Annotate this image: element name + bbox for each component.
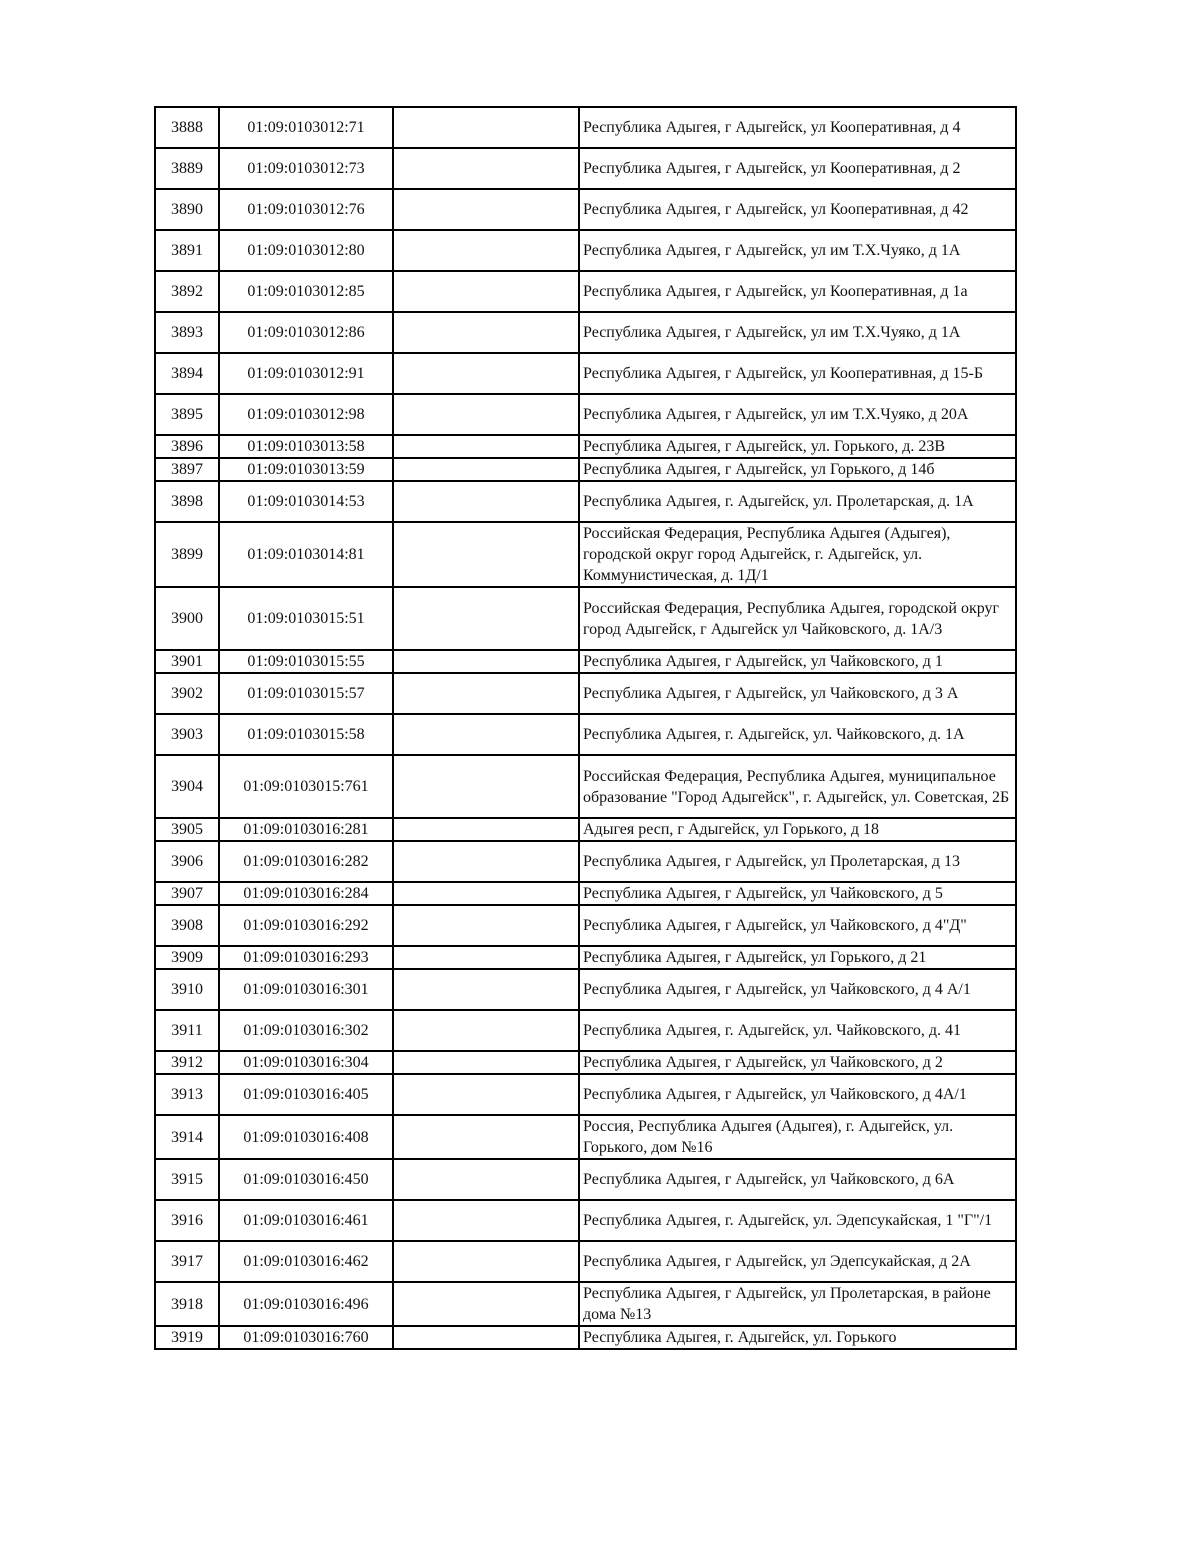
cadastral-number: 01:09:0103014:53	[219, 481, 393, 522]
row-number: 3910	[155, 969, 219, 1010]
row-number: 3916	[155, 1200, 219, 1241]
cadastral-number: 01:09:0103012:80	[219, 230, 393, 271]
row-number: 3917	[155, 1241, 219, 1282]
cadastral-number: 01:09:0103016:301	[219, 969, 393, 1010]
table-row	[155, 481, 1016, 522]
address: Республика Адыгея, г Адыгейск, ул Чайковского, д 4"Д"	[579, 905, 1016, 946]
address: Республика Адыгея, г Адыгейск, ул Кооперативная, д 15-Б	[579, 353, 1016, 394]
empty-cell	[393, 189, 579, 230]
address: Республика Адыгея, г Адыгейск, ул Чайковского, д 2	[579, 1051, 1016, 1074]
empty-cell	[393, 271, 579, 312]
cadastral-number: 01:09:0103013:59	[219, 458, 393, 481]
table-row	[155, 818, 1016, 841]
address: Адыгея респ, г Адыгейск, ул Горького, д 18	[579, 818, 1016, 841]
table-row	[155, 905, 1016, 946]
table-row	[155, 1115, 1016, 1159]
address: Республика Адыгея, г Адыгейск, ул Кооперативная, д 2	[579, 148, 1016, 189]
table-row	[155, 189, 1016, 230]
address: Республика Адыгея, г Адыгейск, ул Кооперативная, д 1а	[579, 271, 1016, 312]
table-row	[155, 312, 1016, 353]
address: Республика Адыгея, г Адыгейск, ул Чайковского, д 4 А/1	[579, 969, 1016, 1010]
table-row	[155, 1326, 1016, 1349]
table-row	[155, 946, 1016, 969]
table-row	[155, 394, 1016, 435]
cadastral-number: 01:09:0103012:73	[219, 148, 393, 189]
address: Республика Адыгея, г. Адыгейск, ул. Чайковского, д. 1А	[579, 714, 1016, 755]
cadastral-number: 01:09:0103015:51	[219, 587, 393, 650]
address: Республика Адыгея, г. Адыгейск, ул. Чайковского, д. 41	[579, 1010, 1016, 1051]
cadastral-number: 01:09:0103016:304	[219, 1051, 393, 1074]
row-number: 3893	[155, 312, 219, 353]
row-number: 3903	[155, 714, 219, 755]
table-row	[155, 1282, 1016, 1326]
cadastral-number: 01:09:0103016:281	[219, 818, 393, 841]
cadastral-number: 01:09:0103016:282	[219, 841, 393, 882]
row-number: 3912	[155, 1051, 219, 1074]
table-row	[155, 1051, 1016, 1074]
cadastral-number: 01:09:0103012:98	[219, 394, 393, 435]
table-row	[155, 435, 1016, 458]
empty-cell	[393, 969, 579, 1010]
empty-cell	[393, 714, 579, 755]
row-number: 3897	[155, 458, 219, 481]
empty-cell	[393, 673, 579, 714]
address: Республика Адыгея, г Адыгейск, ул. Горького, д. 23В	[579, 435, 1016, 458]
cadastral-number: 01:09:0103016:461	[219, 1200, 393, 1241]
table-row	[155, 353, 1016, 394]
address: Республика Адыгея, г Адыгейск, ул Кооперативная, д 42	[579, 189, 1016, 230]
address: Российская Федерация, Республика Адыгея, городской округ город Адыгейск, г Адыгейск ул Чайковского, д. 1А/3	[579, 587, 1016, 650]
empty-cell	[393, 107, 579, 148]
cadastral-number: 01:09:0103016:496	[219, 1282, 393, 1326]
row-number: 3914	[155, 1115, 219, 1159]
cadastral-number: 01:09:0103015:55	[219, 650, 393, 673]
row-number: 3901	[155, 650, 219, 673]
address: Республика Адыгея, г. Адыгейск, ул. Горького	[579, 1326, 1016, 1349]
row-number: 3915	[155, 1159, 219, 1200]
row-number: 3908	[155, 905, 219, 946]
empty-cell	[393, 1051, 579, 1074]
cadastral-number: 01:09:0103015:58	[219, 714, 393, 755]
table-row	[155, 271, 1016, 312]
empty-cell	[393, 1159, 579, 1200]
cadastral-number: 01:09:0103012:86	[219, 312, 393, 353]
table-row	[155, 230, 1016, 271]
address: Республика Адыгея, г. Адыгейск, ул. Эдепсукайская, 1 "Г"/1	[579, 1200, 1016, 1241]
cadastral-number: 01:09:0103015:761	[219, 755, 393, 818]
empty-cell	[393, 755, 579, 818]
table-row	[155, 1241, 1016, 1282]
empty-cell	[393, 1010, 579, 1051]
cadastral-number: 01:09:0103016:405	[219, 1074, 393, 1115]
table-row	[155, 969, 1016, 1010]
cadastral-number: 01:09:0103012:71	[219, 107, 393, 148]
address: Республика Адыгея, г Адыгейск, ул им Т.Х.Чуяко, д 20А	[579, 394, 1016, 435]
address: Республика Адыгея, г Адыгейск, ул Чайковского, д 4А/1	[579, 1074, 1016, 1115]
row-number: 3899	[155, 522, 219, 587]
row-number: 3892	[155, 271, 219, 312]
address: Республика Адыгея, г. Адыгейск, ул. Пролетарская, д. 1А	[579, 481, 1016, 522]
table-row	[155, 882, 1016, 905]
empty-cell	[393, 148, 579, 189]
table-row	[155, 1074, 1016, 1115]
empty-cell	[393, 353, 579, 394]
table-row	[155, 1010, 1016, 1051]
table-row	[155, 587, 1016, 650]
empty-cell	[393, 1326, 579, 1349]
cadastral-number: 01:09:0103015:57	[219, 673, 393, 714]
address: Российская Федерация, Республика Адыгея (Адыгея), городской округ город Адыгейск, г. Адыгейск, ул. Коммунистическая, д. 1Д/1	[579, 522, 1016, 587]
empty-cell	[393, 1074, 579, 1115]
table-row	[155, 841, 1016, 882]
row-number: 3895	[155, 394, 219, 435]
empty-cell	[393, 650, 579, 673]
empty-cell	[393, 522, 579, 587]
empty-cell	[393, 905, 579, 946]
empty-cell	[393, 1115, 579, 1159]
table-row	[155, 522, 1016, 587]
address: Республика Адыгея, г Адыгейск, ул Горького, д 21	[579, 946, 1016, 969]
empty-cell	[393, 818, 579, 841]
row-number: 3894	[155, 353, 219, 394]
cadastral-number: 01:09:0103016:408	[219, 1115, 393, 1159]
address: Россия, Республика Адыгея (Адыгея), г. Адыгейск, ул. Горького, дом №16	[579, 1115, 1016, 1159]
table-body	[155, 107, 1016, 1349]
empty-cell	[393, 230, 579, 271]
cadastral-number: 01:09:0103016:450	[219, 1159, 393, 1200]
row-number: 3891	[155, 230, 219, 271]
empty-cell	[393, 1282, 579, 1326]
row-number: 3904	[155, 755, 219, 818]
address: Республика Адыгея, г Адыгейск, ул Пролетарская, в районе дома №13	[579, 1282, 1016, 1326]
address: Республика Адыгея, г Адыгейск, ул Эдепсукайская, д 2А	[579, 1241, 1016, 1282]
address: Российская Федерация, Республика Адыгея, муниципальное образование "Город Адыгейск", г. Адыгейск, ул. Советская, 2Б	[579, 755, 1016, 818]
empty-cell	[393, 458, 579, 481]
row-number: 3906	[155, 841, 219, 882]
row-number: 3919	[155, 1326, 219, 1349]
table-row	[155, 714, 1016, 755]
row-number: 3911	[155, 1010, 219, 1051]
cadastral-number: 01:09:0103016:462	[219, 1241, 393, 1282]
row-number: 3890	[155, 189, 219, 230]
cadastral-number: 01:09:0103012:85	[219, 271, 393, 312]
cadastral-number: 01:09:0103016:284	[219, 882, 393, 905]
address: Республика Адыгея, г Адыгейск, ул Кооперативная, д 4	[579, 107, 1016, 148]
row-number: 3909	[155, 946, 219, 969]
cadastral-register-table	[154, 106, 1017, 1350]
table-row	[155, 458, 1016, 481]
empty-cell	[393, 1200, 579, 1241]
address: Республика Адыгея, г Адыгейск, ул им Т.Х.Чуяко, д 1А	[579, 312, 1016, 353]
table-row	[155, 1200, 1016, 1241]
row-number: 3918	[155, 1282, 219, 1326]
row-number: 3896	[155, 435, 219, 458]
cadastral-number: 01:09:0103016:292	[219, 905, 393, 946]
empty-cell	[393, 946, 579, 969]
row-number: 3905	[155, 818, 219, 841]
empty-cell	[393, 435, 579, 458]
table-row	[155, 755, 1016, 818]
empty-cell	[393, 587, 579, 650]
address: Республика Адыгея, г Адыгейск, ул Чайковского, д 6А	[579, 1159, 1016, 1200]
table-row	[155, 1159, 1016, 1200]
address: Республика Адыгея, г Адыгейск, ул Горького, д 14б	[579, 458, 1016, 481]
empty-cell	[393, 312, 579, 353]
address: Республика Адыгея, г Адыгейск, ул Чайковского, д 1	[579, 650, 1016, 673]
cadastral-number: 01:09:0103012:76	[219, 189, 393, 230]
row-number: 3898	[155, 481, 219, 522]
cadastral-number: 01:09:0103016:302	[219, 1010, 393, 1051]
cadastral-number: 01:09:0103016:293	[219, 946, 393, 969]
row-number: 3907	[155, 882, 219, 905]
table-row	[155, 650, 1016, 673]
address: Республика Адыгея, г Адыгейск, ул Чайковского, д 3 А	[579, 673, 1016, 714]
address: Республика Адыгея, г Адыгейск, ул им Т.Х.Чуяко, д 1А	[579, 230, 1016, 271]
empty-cell	[393, 841, 579, 882]
address: Республика Адыгея, г Адыгейск, ул Пролетарская, д 13	[579, 841, 1016, 882]
empty-cell	[393, 1241, 579, 1282]
cadastral-number: 01:09:0103016:760	[219, 1326, 393, 1349]
row-number: 3888	[155, 107, 219, 148]
cadastral-number: 01:09:0103013:58	[219, 435, 393, 458]
table-row	[155, 673, 1016, 714]
table-row	[155, 148, 1016, 189]
empty-cell	[393, 394, 579, 435]
empty-cell	[393, 481, 579, 522]
cadastral-number: 01:09:0103012:91	[219, 353, 393, 394]
row-number: 3902	[155, 673, 219, 714]
table-row	[155, 107, 1016, 148]
empty-cell	[393, 882, 579, 905]
cadastral-number: 01:09:0103014:81	[219, 522, 393, 587]
row-number: 3900	[155, 587, 219, 650]
row-number: 3913	[155, 1074, 219, 1115]
address: Республика Адыгея, г Адыгейск, ул Чайковского, д 5	[579, 882, 1016, 905]
row-number: 3889	[155, 148, 219, 189]
